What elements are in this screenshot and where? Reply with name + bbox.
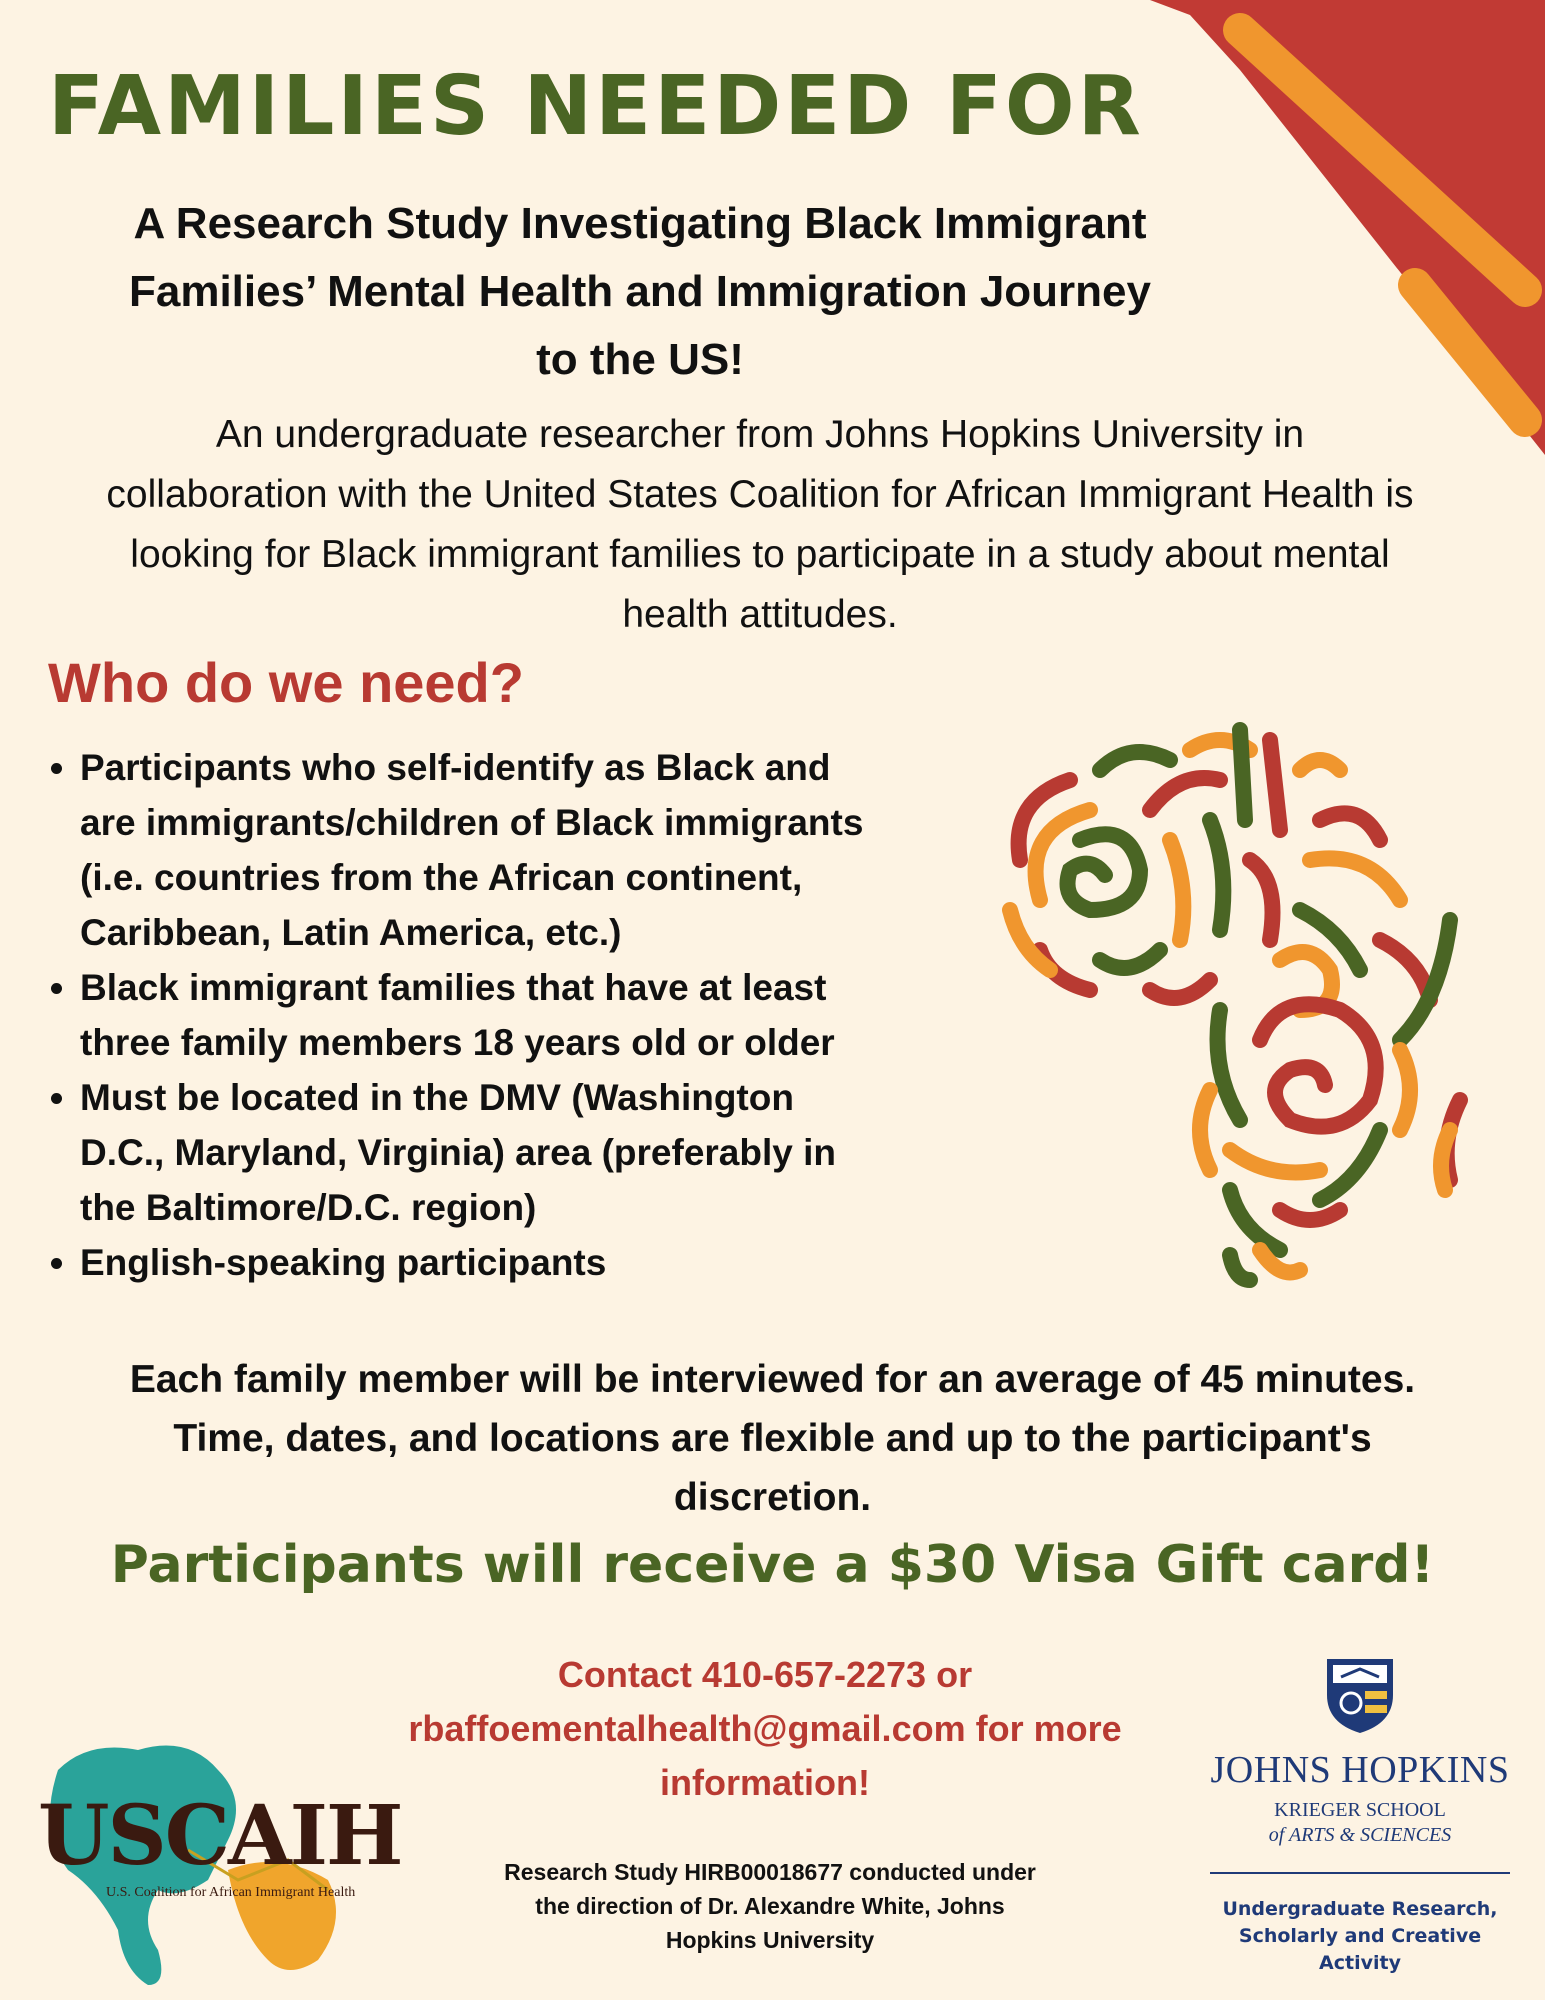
criteria-line: (i.e. countries from the African continent, — [80, 857, 803, 898]
uscaih-tagline: U.S. Coalition for African Immigrant Health — [106, 1885, 356, 1900]
criteria-line: three family members 18 years old or older — [80, 1022, 835, 1063]
contact-info — [340, 1648, 1190, 1810]
jhu-program-line: Undergraduate Research, — [1222, 1898, 1498, 1920]
jhu-school-line: of ARTS & SCIENCES — [1268, 1824, 1452, 1846]
criteria-item — [80, 960, 980, 1070]
subtitle-line: A Research Study Investigating Black Immigrant — [133, 199, 1147, 248]
africa-map-icon — [980, 710, 1495, 1290]
study-line: Hopkins University — [665, 1927, 875, 1953]
interview-line: Time, dates, and locations are flexible and up to the participant's — [173, 1417, 1372, 1460]
jhu-logo — [1185, 1655, 1535, 1977]
intro-line: looking for Black immigrant families to participate in a study about mental — [130, 533, 1390, 576]
jhu-program-line: Scholarly and Creative — [1238, 1925, 1482, 1947]
jhu-shield-icon — [1323, 1655, 1397, 1735]
contact-email[interactable]: rbaffoementalhealth@gmail.com for more — [408, 1708, 1122, 1749]
subtitle-line: Families’ Mental Health and Immigration Journey — [128, 267, 1151, 316]
criteria-line: D.C., Maryland, Virginia) area (preferably in — [80, 1132, 836, 1173]
uscaih-logo — [28, 1730, 402, 1990]
criteria-line: • English-speaking participants — [80, 1242, 607, 1283]
interview-line: Each family member will be interviewed for an average of 45 minutes. — [129, 1358, 1416, 1401]
jhu-school-line: KRIEGER SCHOOL — [1274, 1799, 1446, 1821]
jhu-program — [1185, 1896, 1535, 1977]
criteria-line: • Black immigrant families that have at least — [80, 967, 827, 1008]
criteria-list — [40, 740, 980, 1290]
jhu-name: JOHNS HOPKINS — [1210, 1749, 1510, 1791]
subtitle-line: to the US! — [536, 335, 744, 384]
criteria-item — [80, 1235, 980, 1290]
study-line: Research Study HIRB00018677 conducted under — [504, 1859, 1036, 1885]
jhu-divider — [1210, 1872, 1510, 1874]
study-footnote — [440, 1855, 1100, 1957]
study-subtitle — [20, 190, 1260, 394]
uscaih-letters: USCAIH — [38, 1788, 402, 1884]
criteria-line: • Participants who self-identify as Black and — [80, 747, 831, 788]
criteria-line: • Must be located in the DMV (Washington — [80, 1077, 794, 1118]
intro-line: An undergraduate researcher from Johns Hopkins University in — [215, 413, 1305, 456]
criteria-line: the Baltimore/D.C. region) — [80, 1187, 537, 1228]
criteria-item — [80, 1070, 980, 1235]
jhu-school — [1185, 1798, 1535, 1848]
intro-paragraph — [20, 405, 1500, 645]
interview-paragraph — [20, 1350, 1525, 1527]
intro-line: health attitudes. — [622, 593, 898, 636]
criteria-line: are immigrants/children of Black immigrants — [80, 802, 864, 843]
jhu-program-line: Activity — [1319, 1952, 1401, 1974]
contact-line: Contact 410-657-2273 or — [557, 1654, 973, 1695]
contact-line: information! — [660, 1762, 870, 1803]
interview-line: discretion. — [673, 1476, 872, 1519]
who-heading: Who do we need? — [48, 651, 524, 714]
reward-banner: Participants will receive a $30 Visa Gift card! — [110, 1535, 1435, 1595]
page-title: FAMILIES NEEDED FOR — [48, 59, 1144, 154]
criteria-item — [80, 740, 980, 960]
intro-line: collaboration with the United States Coalition for African Immigrant Health is — [106, 473, 1414, 516]
criteria-line: Caribbean, Latin America, etc.) — [80, 912, 622, 953]
study-line: the direction of Dr. Alexandre White, Johns — [535, 1893, 1005, 1919]
